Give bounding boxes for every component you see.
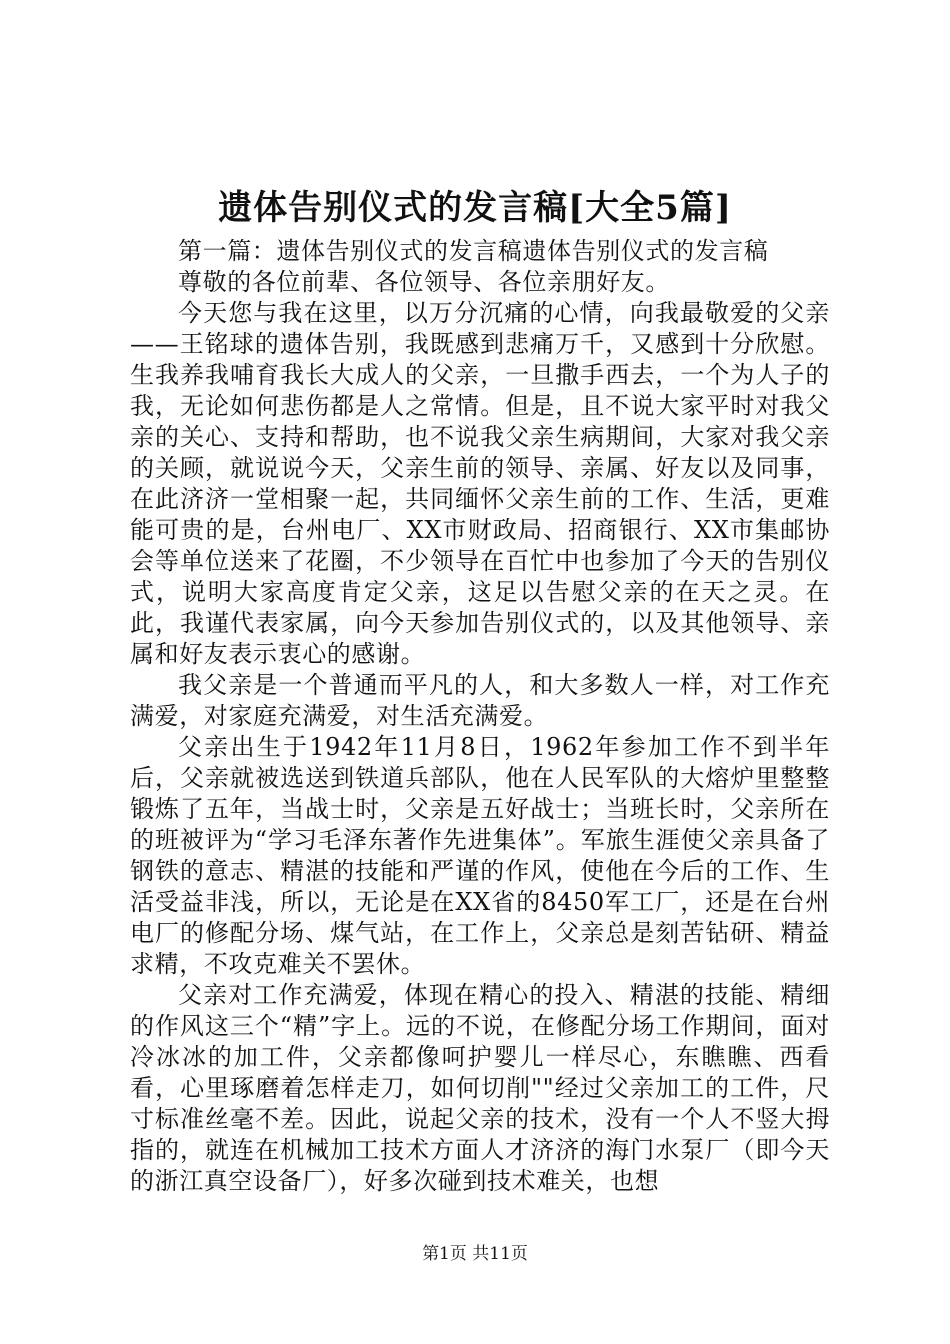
- paragraph-1: 今天您与我在这里，以万分沉痛的心情，向我最敬爱的父亲——王铭球的遗体告别，我既感到悲痛万千，又感到十分欣慰。生我养我哺育我长大成人的父亲，一旦撒手西去，一个为人子的我，无论如何悲伤都是人之常情。但是，且不说大家平时对我父亲的关心、支持和帮助，也不说我父亲生病期间，大家对我父亲的关顾，就说说今天，父亲生前的领导、亲属、好友以及同事，在此济济一堂相聚一起，共同缅怀父亲生前的工作、生活，更难能可贵的是，台州电厂、XX市财政局、招商银行、XX市集邮协会等单位送来了花圈，不少领导在百忙中也参加了今天的告别仪式，说明大家高度肯定父亲，这足以告慰父亲的在天之灵。在此，我谨代表家属，向今天参加告别仪式的，以及其他领导、亲属和好友表示衷心的感谢。: [130, 299, 830, 668]
- paragraph-salutation: 尊敬的各位前辈、各位领导、各位亲朋好友。: [178, 268, 670, 296]
- document-title: 遗体告别仪式的发言稿[大全5篇]: [218, 188, 732, 228]
- paragraph-2: 我父亲是一个普通而平凡的人，和大多数人一样，对工作充满爱，对家庭充满爱，对生活充满爱。: [130, 671, 830, 730]
- document-body: [130, 236, 830, 1197]
- paragraph-3: 父亲出生于1942年11月8日，1962年参加工作不到半年后，父亲就被选送到铁道兵部队，他在人民军队的大熔炉里整整锻炼了五年，当战士时，父亲是五好战士；当班长时，父亲所在的班被评为“学习毛泽东著作先进集体”。军旅生涯使父亲具备了钢铁的意志、精湛的技能和严谨的作风，使他在今后的工作、生活受益非浅，所以，无论是在XX省的8450军工厂，还是在台州电厂的修配分场、煤气站，在工作上，父亲总是刻苦钻研、精益求精，不攻克难关不罢休。: [130, 733, 830, 978]
- page-number-footer: 第1页 共11页: [422, 1244, 528, 1264]
- paragraph-heading-1: 第一篇：遗体告别仪式的发言稿遗体告别仪式的发言稿: [178, 237, 769, 265]
- paragraph-4: 父亲对工作充满爱，体现在精心的投入、精湛的技能、精细的作风这三个“精”字上。远的不说，在修配分场工作期间，面对冷冰冰的加工件，父亲都像呵护婴儿一样尽心，东瞧瞧、西看看，心里琢磨着怎样走刀，如何切削""经过父亲加工的工件，尺寸标准丝毫不差。因此，说起父亲的技术，没有一个人不竖大拇指的，就连在机械加工技术方面人才济济的海门水泵厂（即今天的浙江真空设备厂），好多次碰到技术难关，也想: [130, 981, 830, 1195]
